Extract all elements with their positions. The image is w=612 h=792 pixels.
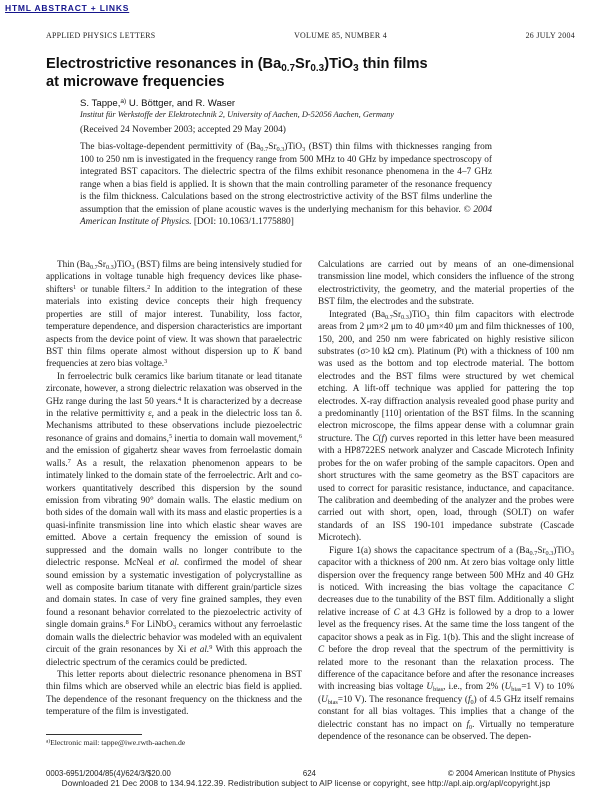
paragraph: Figure 1(a) shows the capacitance spectrum of a $(Ba_{0.7}Sr_{0.3})TiO_3$ capacitor with a thickness of 200 nm. At zero bias voltage only little dispersion over the frequency range between 500 MHz and 40 GHz is noticed. With increasing the bias voltage the capacitance C decreases due to the tunability of the BST film. Additionally a slight relative increase of C at 4.3 GHz is followed by a drop to a lower level as the frequency rises. At the same time the loss tangent of the capacitor shows a peak as in Fig. 1(b). This and the slight increase of C before the drop reveal that the spectrum of the permittivity is related more to the resonant than the relaxation process. The difference of the capacitance before and after the resonance increases with increasing bias voltage $U_{bias}$, i.e., from 2% ($U_{bias}=1$ V) to 10% ($U_{bias}=10$ V). The resonance frequency $(f_0)$ of 4.5 GHz itself remains constant for all bias voltages. This implies that a change of the dielectric constant has no impact on $f_0$. Virtually no temperature dependence of the resonance can be observed. The depen- [318, 544, 574, 742]
footnote-email: $^{a)}$Electronic mail: tappe@iwe.rwth-aachen.de [46, 737, 186, 747]
html-abstract-links-link[interactable]: HTML ABSTRACT + LINKS [5, 3, 130, 13]
page-footer [46, 769, 575, 778]
authors-line: S. Tappe,$^{a)}$ U. Böttger, and R. Waser [80, 97, 236, 109]
received-accepted-line: (Received 24 November 2003; accepted 29 May 2004) [80, 125, 286, 135]
volume-issue: VOLUME 85, NUMBER 4 [294, 31, 387, 40]
footnote-divider [46, 734, 142, 735]
body-columns [46, 258, 575, 763]
right-column [318, 258, 574, 763]
issn-fee-code: 0003-6951/2004/85(4)/624/3/$20.00 [46, 769, 171, 778]
author-footnote [46, 734, 302, 747]
abstract-paragraph: The bias-voltage-dependent permittivity of $(Ba_{0.7}Sr_{0.3})TiO_3$ (BST) thin films with thicknesses ranging from 100 to 250 nm is investigated in the frequency range from 500 MHz to 40 GHz by impedance spectroscopy of integrated BST capacitors. The dielectric spectra of the films exhibit resonance phenomena in the 4–7 GHz range when a bias field is applied. It is shown that the main controlling parameter of the resonance frequency is the film thickness. Calculations based on the strong electrostrictive activity of the BST films underline the assumption that the emission of plane acoustic waves is the underlying mechanism for this behavior. © 2004 American Institute of Physics. [DOI: 10.1063/1.1775880] [80, 142, 493, 228]
affiliation-line: Institut für Werkstoffe der Elektrotechnik 2, University of Aachen, D-52056 Aachen, Germany [80, 110, 394, 119]
page-number: 624 [302, 769, 316, 778]
journal-header [46, 31, 575, 40]
issue-date: 26 JULY 2004 [525, 31, 575, 40]
paragraph: In ferroelectric bulk ceramics like barium titanate or lead titanate zirconate, however, a strong dielectric relaxation was observed in the GHz range during the last 50 years.$^4$ It is characterized by a decrease in the relative permittivity $\varepsilon_r$ and a peak in the dielectric loss tan δ. Mechanisms attributed to these observations include piezoelectric resonance of grains and domains,$^5$ inertia to domain wall movement,$^6$ and the emission of gigahertz shear waves from ferroelastic domain walls.$^7$ As a result, the relaxation phenomenon appears to be intimately linked to the domain state of the ferroelectric. Arlt and co-workers quantitatively described this dispersion by the sound emission from vibrating 90° domain walls. The elastic medium on both sides of the domain wall with its mass and elastic properties is a quasi-infinite transmission line into which elastic shear waves are emitted. Above a certain frequency the emission of sound is suppressed and the domain walls no longer contribute to the dielectric response. McNeal et al. confirmed the model of shear sound emission by a systematic investigation of polycrystalline as well as composite barium titanate with different grain/particle sizes and domain states. In case of very fine grained samples, they even found a resonant behavior correlated to the piezoelectric activity of single domain grains.$^8$ For LiNbO$_3$ ceramics without any ferroelastic domain walls the dielectric behavior was modeled with an equivalent circuit of the grain resonances by Xi et al.$^9$ With this approach the dielectric spectrum of the ceramics could be predicted. [46, 370, 302, 667]
copyright-notice: © 2004 American Institute of Physics [447, 769, 575, 778]
left-column [46, 258, 302, 763]
paragraph: Calculations are carried out by means of an one-dimensional transmission line model, which considers the influence of the strong electrostrictivity, the geometry, and the material properties of the BST film, the electrodes and the substrate. [318, 259, 574, 307]
journal-name: APPLIED PHYSICS LETTERS [46, 31, 156, 40]
paragraph: Integrated $(Ba_{0.7}Sr_{0.3})TiO_3$ thin film capacitors with electrode areas from 2 μm×2 μm to 40 μm×40 μm and film thicknesses of 100, 150, 200, and 250 nm were fabricated on highly resistive silicon substrates (σ>10 kΩ cm). Platinum (Pt) with a thickness of 100 nm was used as the bottom and top electrode material. The bottom electrodes and the BST films were structured by wet chemical etching. A lift-off technique was applied for pattering the top electrodes. X-ray diffraction analysis revealed good phase purity and a predominantly [110] orientation of the BST films. In the scanning electron microscope, the films appear dense with a columnar grain structure. The C(f) curves reported in this letter have been measured with a HP8722ES network analyzer and Cascade Microtech Infinity probes for the on wafer probing of the sample capacitors. Open and short structures with the same geometry as the BST capacitors are used to correct for parasitic resistance, inductance, and capacitance. The calibration and deembeding of the analyzer and the probes were carried out with short, open, load, through (SOLT) on wafer standards of an ISS 190-101 impedance substrate (Cascade Microtech). [318, 308, 574, 543]
article-title: Electrostrictive resonances in $(Ba_{0.7}Sr_{0.3})TiO_3$ thin films at microwave frequencies [46, 56, 428, 90]
download-notice: Downloaded 21 Dec 2008 to 134.94.122.39. Redistribution subject to AIP license or copyright, see http://apl.aip.org/apl/copyright.jsp [61, 778, 551, 788]
paragraph: This letter reports about dielectric resonance phenomena in BST thin films which are observed while an electric bias field is applied. The dependence of the resonant frequency on the thickness and the temperature of the film is investigated. [46, 668, 302, 717]
paragraph: Thin $(Ba_{0.7}Sr_{0.3})TiO_3$ (BST) films are being intensively studied for applications in voltage tunable high frequency devices like phase-shifters$^1$ or tunable filters.$^2$ In addition to the integration of these materials into existing device concepts their high frequency properties are still of major interest. Tunability, loss factor, temperature dependence, and dispersion characteristics are important aspects from the device point of view. It was shown that paraelectric BST thin films operate almost without dispersion up to K band frequencies at zero bias voltage.$^3$ [46, 259, 302, 369]
